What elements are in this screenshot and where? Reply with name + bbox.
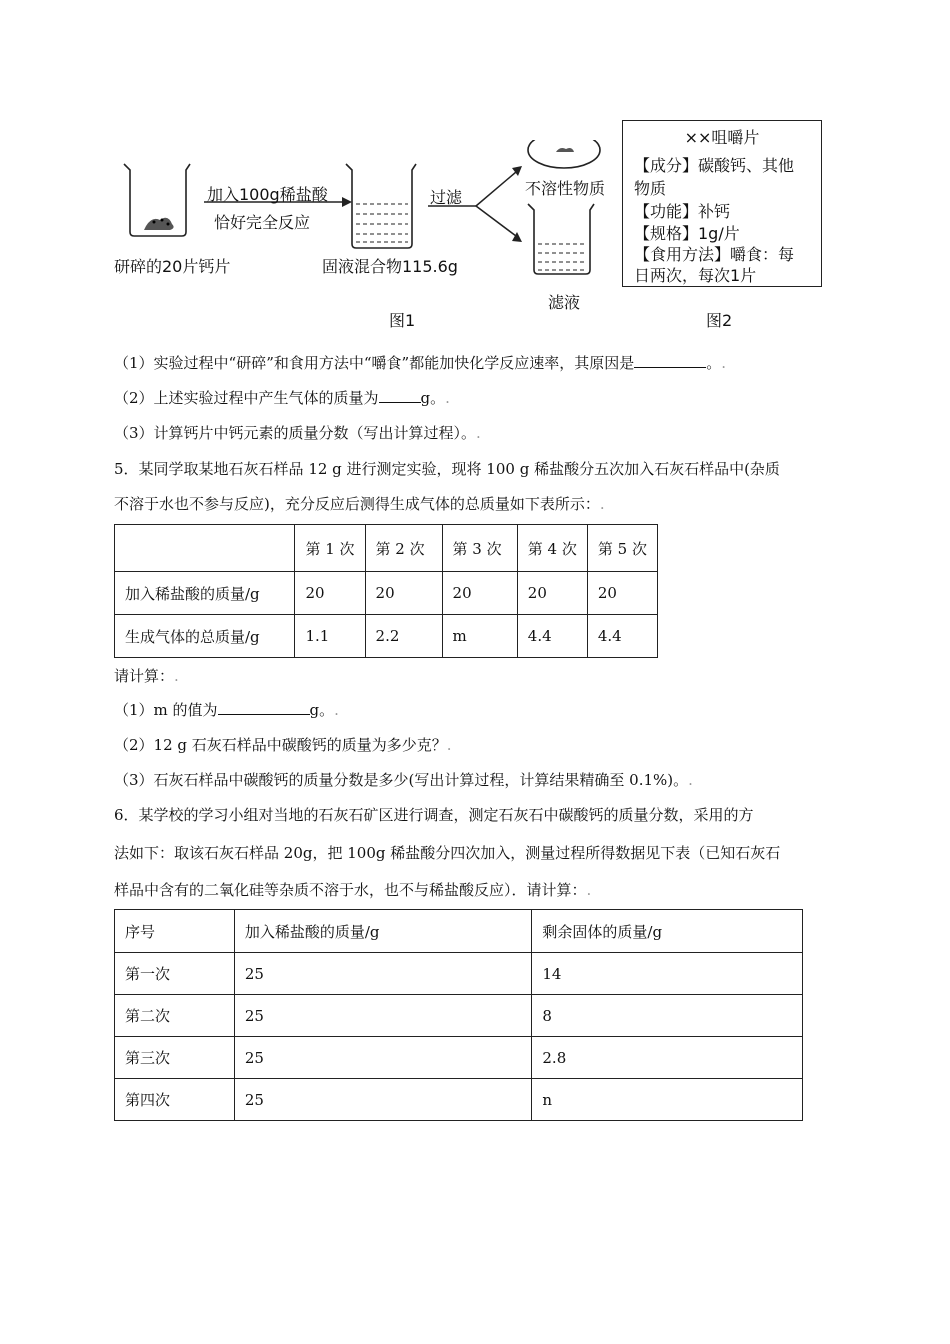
table-header-cell: 第 2 次 bbox=[365, 525, 442, 572]
table-cell: 1.1 bbox=[295, 615, 365, 658]
q5-part3: （3）石灰石样品中碳酸钙的质量分数是多少(写出计算过程，计算结果精确至 0.1%)。. bbox=[114, 771, 693, 789]
answer-blank[interactable] bbox=[379, 388, 421, 403]
q5-prompt: 请计算：. bbox=[114, 667, 179, 685]
label-insoluble: 不溶性物质 bbox=[525, 179, 606, 198]
insoluble-dish bbox=[528, 140, 600, 168]
table-cell: 20 bbox=[517, 572, 587, 615]
table-cell: 20 bbox=[365, 572, 442, 615]
table-cell: 4.4 bbox=[587, 615, 657, 658]
q6-data-table bbox=[114, 909, 803, 1121]
table-cell: 生成气体的总质量/g bbox=[115, 615, 295, 658]
answer-blank[interactable] bbox=[218, 700, 310, 715]
q6-stem-line1: 6．某学校的学习小组对当地的石灰石矿区进行调查，测定石灰石中碳酸钙的质量分数，采用的方 bbox=[114, 806, 754, 824]
table-cell: 2.2 bbox=[365, 615, 442, 658]
label-arrow-top: 加入100g稀盐酸 bbox=[207, 185, 328, 204]
table-row bbox=[115, 1037, 803, 1079]
label-arrow-bottom: 恰好完全反应 bbox=[214, 213, 311, 232]
table-row bbox=[115, 1079, 803, 1121]
table-cell: 第四次 bbox=[115, 1079, 235, 1121]
table-cell: 20 bbox=[587, 572, 657, 615]
table-cell: 20 bbox=[442, 572, 517, 615]
table-cell: 2.8 bbox=[532, 1037, 803, 1079]
beaker-filtrate bbox=[528, 204, 594, 274]
table-cell: m bbox=[442, 615, 517, 658]
q5-part1: （1）m 的值为 g。. bbox=[114, 701, 339, 719]
figure2-caption: 图2 bbox=[706, 311, 733, 330]
table-cell: 第二次 bbox=[115, 995, 235, 1037]
table-cell: n bbox=[532, 1079, 803, 1121]
table-cell: 14 bbox=[532, 953, 803, 995]
product-label-line: 【功能】补钙 bbox=[634, 202, 731, 221]
table-cell: 25 bbox=[234, 953, 532, 995]
table-header-cell: 加入稀盐酸的质量/g bbox=[234, 910, 532, 953]
figure1-caption: 图1 bbox=[389, 311, 416, 330]
product-label-card bbox=[622, 120, 822, 287]
q5-stem-line2: 不溶于水也不参与反应)，充分反应后测得生成气体的总质量如下表所示：. bbox=[114, 495, 605, 513]
beaker-powder bbox=[124, 164, 190, 236]
table-header-cell: 第 4 次 bbox=[517, 525, 587, 572]
q6-stem-line2: 法如下：取该石灰石样品 20g，把 100g 稀盐酸分四次加入，测量过程所得数据见下表（已知石灰石 bbox=[114, 844, 781, 862]
label-filtrate: 滤液 bbox=[548, 293, 581, 312]
product-label-line: 日两次，每次1片 bbox=[634, 266, 757, 285]
beaker-mixture bbox=[346, 164, 416, 248]
table-cell bbox=[115, 525, 295, 572]
table-cell: 4.4 bbox=[517, 615, 587, 658]
product-label-line: 物质 bbox=[634, 179, 667, 198]
product-label-title: ××咀嚼片 bbox=[684, 128, 760, 147]
table-cell: 第三次 bbox=[115, 1037, 235, 1079]
q4-part1: （1）实验过程中“研碎”和食用方法中“嚼食”都能加快化学反应速率，其原因是 。. bbox=[114, 354, 727, 372]
table-cell: 加入稀盐酸的质量/g bbox=[115, 572, 295, 615]
q5-stem-line1: 5．某同学取某地石灰石样品 12 g 进行测定实验，现将 100 g 稀盐酸分五次加入石灰石样品中(杂质 bbox=[114, 460, 780, 478]
table-cell: 25 bbox=[234, 995, 532, 1037]
table-cell: 20 bbox=[295, 572, 365, 615]
q4-part3: （3）计算钙片中钙元素的质量分数（写出计算过程）。. bbox=[114, 424, 481, 442]
table-header-row bbox=[115, 910, 803, 953]
answer-blank[interactable] bbox=[634, 353, 706, 368]
table-row bbox=[115, 995, 803, 1037]
q5-data-table bbox=[114, 524, 658, 658]
table-row bbox=[115, 953, 803, 995]
q6-stem-line3: 样品中含有的二氧化硅等杂质不溶于水，也不与稀盐酸反应）．请计算：. bbox=[114, 881, 592, 899]
label-mixture: 固液混合物115.6g bbox=[322, 257, 458, 276]
table-header-row bbox=[115, 525, 658, 572]
table-header-cell: 第 3 次 bbox=[442, 525, 517, 572]
table-header-cell: 剩余固体的质量/g bbox=[532, 910, 803, 953]
table-cell: 第一次 bbox=[115, 953, 235, 995]
label-powder: 研碎的20片钙片 bbox=[114, 257, 231, 276]
product-label-line: 【规格】1g/片 bbox=[634, 224, 740, 243]
product-label-line: 【成分】碳酸钙、其他 bbox=[634, 156, 795, 175]
label-filter: 过滤 bbox=[430, 188, 463, 207]
table-cell: 8 bbox=[532, 995, 803, 1037]
table-header-cell: 第 5 次 bbox=[587, 525, 657, 572]
product-label-line: 【食用方法】嚼食：每 bbox=[634, 245, 795, 264]
q5-part2: （2）12 g 石灰石样品中碳酸钙的质量为多少克？. bbox=[114, 736, 452, 754]
table-row bbox=[115, 615, 658, 658]
table-row bbox=[115, 572, 658, 615]
table-cell: 25 bbox=[234, 1037, 532, 1079]
q4-part2: （2）上述实验过程中产生气体的质量为 g。. bbox=[114, 389, 450, 407]
table-cell: 25 bbox=[234, 1079, 532, 1121]
table-header-cell: 第 1 次 bbox=[295, 525, 365, 572]
table-header-cell: 序号 bbox=[115, 910, 235, 953]
